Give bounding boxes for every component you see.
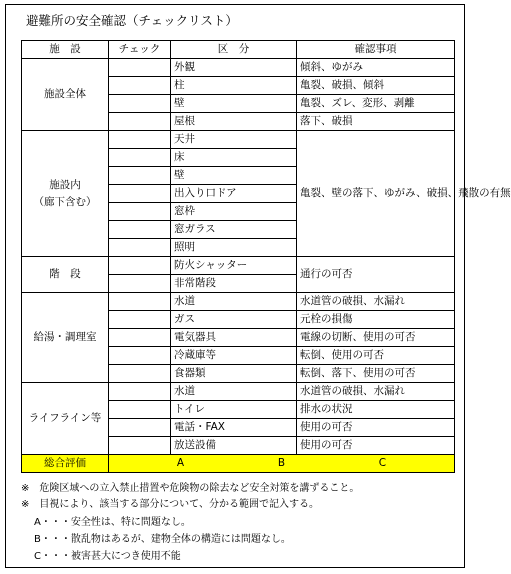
- category-cell: 食器類: [171, 365, 297, 383]
- items-cell: 亀裂、破損、傾斜: [297, 77, 455, 95]
- items-cell: 通行の可否: [297, 257, 455, 293]
- table-header: [22, 41, 455, 59]
- category-cell: 屋根: [171, 113, 297, 131]
- table-row: [22, 257, 455, 275]
- check-cell[interactable]: [109, 95, 171, 113]
- grade-c-option[interactable]: C: [378, 457, 387, 469]
- legend-c: C・・・被害甚大につき使用不能: [34, 551, 181, 562]
- group-subname: （廊下含む）: [33, 195, 97, 208]
- table-row: [22, 131, 455, 149]
- legend-b: B・・・散乱物はあるが、建物全体の構造には問題なし。: [34, 534, 291, 545]
- overall-label: 総合評価: [22, 455, 109, 473]
- check-cell[interactable]: [109, 401, 171, 419]
- category-cell: 壁: [171, 95, 297, 113]
- category-cell: 窓ガラス: [171, 221, 297, 239]
- items-cell: 転倒、落下、使用の可否: [297, 365, 455, 383]
- category-cell: 照明: [171, 239, 297, 257]
- legend-a: A・・・安全性は、特に問題なし。: [34, 517, 191, 528]
- overall-grades: [109, 455, 455, 473]
- check-cell[interactable]: [109, 59, 171, 77]
- category-cell: 電気器具: [171, 329, 297, 347]
- check-cell[interactable]: [109, 203, 171, 221]
- check-cell[interactable]: [109, 311, 171, 329]
- category-cell: 壁: [171, 167, 297, 185]
- overall-row: [22, 455, 455, 473]
- grade-a-option[interactable]: A: [176, 457, 185, 469]
- items-cell: 転倒、使用の可否: [297, 347, 455, 365]
- category-cell: 水道: [171, 293, 297, 311]
- group-label: [22, 131, 109, 257]
- check-cell[interactable]: [109, 383, 171, 401]
- category-cell: トイレ: [171, 401, 297, 419]
- check-cell[interactable]: [109, 185, 171, 203]
- note-visual: ※ 目視により、該当する部分について、分かる範囲で記入する。: [21, 499, 319, 510]
- check-cell[interactable]: [109, 221, 171, 239]
- check-cell[interactable]: [109, 257, 171, 275]
- group-label: ライフライン等: [22, 383, 109, 455]
- group-label: 施設全体: [22, 59, 109, 131]
- category-cell: 冷蔵庫等: [171, 347, 297, 365]
- category-cell: 窓枠: [171, 203, 297, 221]
- category-cell: 防火シャッター: [171, 257, 297, 275]
- check-cell[interactable]: [109, 149, 171, 167]
- check-cell[interactable]: [109, 275, 171, 293]
- grade-b-option[interactable]: B: [277, 457, 286, 469]
- category-cell: 外観: [171, 59, 297, 77]
- check-cell[interactable]: [109, 113, 171, 131]
- items-cell: 排水の状況: [297, 401, 455, 419]
- table-row: [22, 383, 455, 401]
- check-cell[interactable]: [109, 167, 171, 185]
- category-cell: 電話・FAX: [171, 419, 297, 437]
- check-cell[interactable]: [109, 329, 171, 347]
- items-cell: 亀裂、壁の落下、ゆがみ、破損、飛散の有無: [297, 131, 455, 257]
- group-label: 階 段: [22, 257, 109, 293]
- check-cell[interactable]: [109, 419, 171, 437]
- check-cell[interactable]: [109, 239, 171, 257]
- header-items: 確認事項: [297, 41, 455, 59]
- category-cell: 非常階段: [171, 275, 297, 293]
- items-cell: 亀裂、ズレ、変形、剥離: [297, 95, 455, 113]
- table-row: [22, 293, 455, 311]
- check-cell[interactable]: [109, 131, 171, 149]
- check-cell[interactable]: [109, 347, 171, 365]
- table-row: [22, 59, 455, 77]
- category-cell: 水道: [171, 383, 297, 401]
- items-cell: 傾斜、ゆがみ: [297, 59, 455, 77]
- items-cell: 落下、破損: [297, 113, 455, 131]
- category-cell: ガス: [171, 311, 297, 329]
- group-name: 施設内: [49, 178, 81, 191]
- check-cell[interactable]: [109, 437, 171, 455]
- header-facility: 施 設: [22, 41, 109, 59]
- items-cell: 使用の可否: [297, 419, 455, 437]
- items-cell: 水道管の破損、水漏れ: [297, 383, 455, 401]
- category-cell: 天井: [171, 131, 297, 149]
- check-cell[interactable]: [109, 365, 171, 383]
- check-cell[interactable]: [109, 293, 171, 311]
- note-safety: ※ 危険区域への立入禁止措置や危険物の除去など安全対策を講ずること。: [21, 483, 360, 494]
- items-cell: 使用の可否: [297, 437, 455, 455]
- header-category: 区 分: [171, 41, 297, 59]
- category-cell: 放送設備: [171, 437, 297, 455]
- category-cell: 床: [171, 149, 297, 167]
- items-cell: 水道管の破損、水漏れ: [297, 293, 455, 311]
- category-cell: 出入り口ドア: [171, 185, 297, 203]
- header-check: チェック: [109, 41, 171, 59]
- items-cell: 電線の切断、使用の可否: [297, 329, 455, 347]
- group-label: 給湯・調理室: [22, 293, 109, 383]
- items-cell: 元栓の損傷: [297, 311, 455, 329]
- page-title: 避難所の安全確認（チェックリスト）: [26, 13, 238, 28]
- check-cell[interactable]: [109, 77, 171, 95]
- checklist-table: [21, 40, 511, 473]
- category-cell: 柱: [171, 77, 297, 95]
